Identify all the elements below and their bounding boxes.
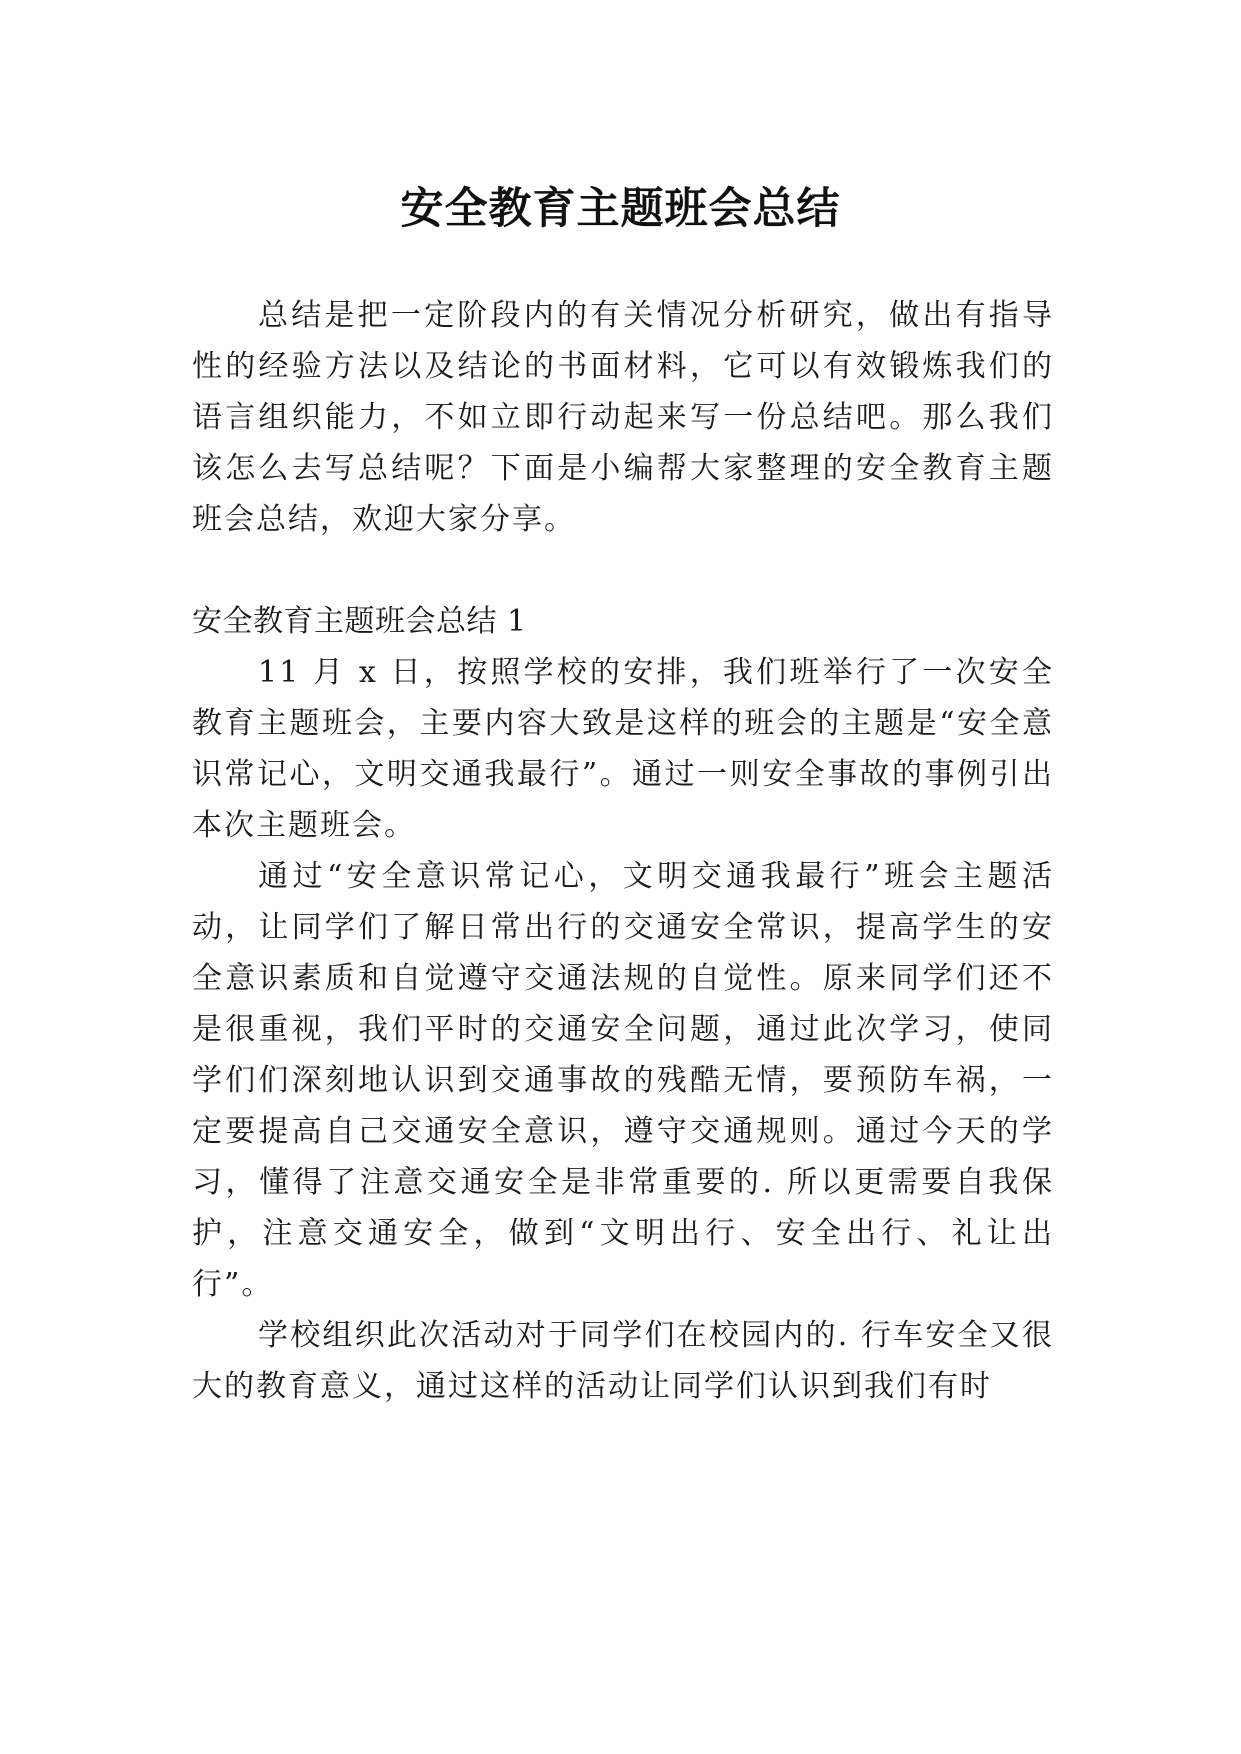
section-heading: 安全教育主题班会总结 1 (192, 604, 527, 639)
intro-paragraph: 总结是把一定阶段内的有关情况分析研究，做出有指导性的经验方法以及结论的书面材料，它可以有效锻炼我们的语言组织能力，不如立即行动起来写一份总结吧。那么我们该怎么去写总结呢？下面是小编帮大家整理的安全教育主题班会总结，欢迎大家分享。 (192, 298, 1054, 537)
body-paragraph: 11 月 x 日，按照学校的安排，我们班举行了一次安全教育主题班会，主要内容大致是这样的班会的主题是“安全意识常记心，文明交通我最行”。通过一则安全事故的事例引出本次主题班会。 (192, 655, 1054, 843)
document-body (192, 290, 1054, 1412)
body-paragraph: 学校组织此次活动对于同学们在校园内的. 行车安全又很大的教育意义，通过这样的活动让同学们认识到我们有时 (192, 1318, 1054, 1404)
body-paragraph: 通过“安全意识常记心，文明交通我最行”班会主题活动，让同学们了解日常出行的交通安全常识，提高学生的安全意识素质和自觉遵守交通法规的自觉性。原来同学们还不是很重视，我们平时的交通安全问题，通过此次学习，使同学们们深刻地认识到交通事故的残酷无情，要预防车祸，一定要提高自己交通安全意识，遵守交通规则。通过今天的学习，懂得了注意交通安全是非常重要的. 所以更需要自我保护，注意交通安全，做到“文明出行、安全出行、礼让出行”。 (192, 859, 1054, 1302)
document-title: 安全教育主题班会总结 (400, 183, 841, 234)
